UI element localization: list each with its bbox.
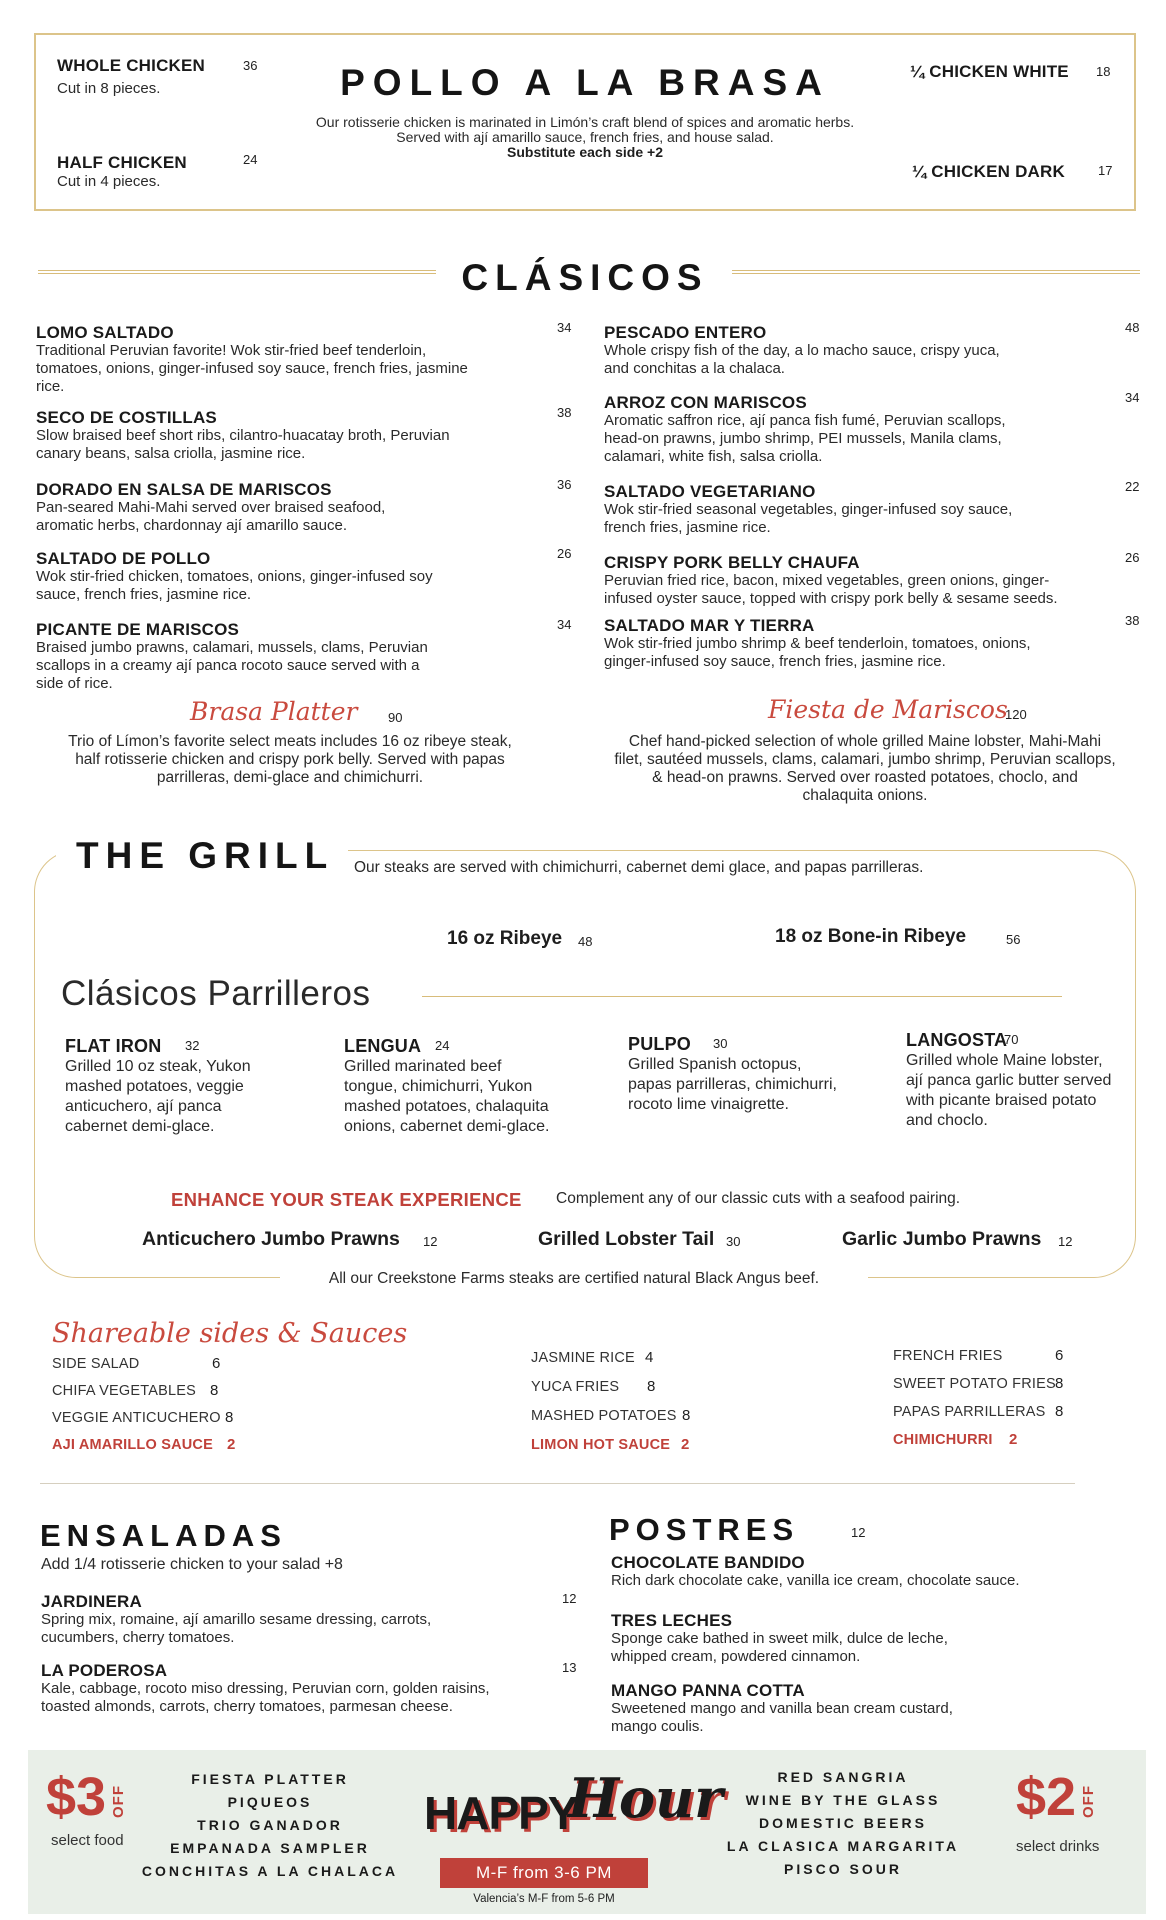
grill-item-desc-line: cabernet demi-glace. [65,1118,215,1135]
grill-item-desc-line: Grilled 10 oz steak, Yukon [65,1058,251,1075]
ribeye-16-price: 48 [578,934,593,949]
side-name: JASMINE RICE [531,1350,635,1366]
happy-drink-item: WINE BY THE GLASS [745,1792,941,1808]
dessert-desc-line: Rich dark chocolate cake, vanilla ice cream, chocolate sauce. [611,1572,1020,1589]
happy-valencia-note: Valencia’s M-F from 5-6 PM [473,1893,615,1905]
drink-discount-label: select drinks [1016,1838,1100,1855]
dish-price: 22 [1125,479,1140,494]
side-name: CHIFA VEGETABLES [52,1383,196,1399]
dish-name: PESCADO ENTERO [604,323,767,342]
sauce-price: 2 [681,1436,690,1453]
grill-item-name: LANGOSTA [906,1030,1008,1050]
side-price: 8 [647,1378,656,1395]
side-price: 8 [225,1409,234,1426]
happy-food-item: PIQUEOS [227,1794,313,1810]
grill-item-desc-line: mashed potatoes, veggie [65,1078,244,1095]
happy-food-item: CONCHITAS A LA CHALACA [141,1863,399,1879]
side-price: 8 [682,1407,691,1424]
salad-price: 13 [562,1660,577,1675]
happy-food-item: TRIO GANADOR [197,1817,343,1833]
dessert-desc-line: mango coulis. [611,1718,704,1735]
dish-desc-line: canary beans, salsa criolla, jasmine rice. [36,445,306,462]
dish-desc-line: and conchitas a la chalaca. [604,360,785,377]
sides-divider [40,1483,1075,1484]
side-name: MASHED POTATOES [531,1408,677,1424]
dish-desc-line: Traditional Peruvian favorite! Wok stir-fried beef tenderloin, [36,342,427,359]
addon-3-price: 12 [1058,1234,1073,1249]
fiesta-mariscos-price: 120 [1005,707,1027,722]
whole-chicken-desc: Cut in 8 pieces. [57,80,161,97]
dessert-name: CHOCOLATE BANDIDO [611,1553,805,1572]
brasa-platter-name: Brasa Platter [190,697,358,726]
fiesta-mariscos-desc [580,733,1150,805]
half-chicken-name: HALF CHICKEN [57,153,187,172]
dessert-desc-line: whipped cream, powdered cinnamon. [611,1648,861,1665]
sides-title: Shareable sides & Sauces [52,1318,408,1349]
happy-drink-item: PISCO SOUR [784,1861,902,1877]
dish-desc-line: tomatoes, onions, ginger-infused soy sauce, french fries, jasmine [36,360,468,377]
addon-1-price: 12 [423,1234,438,1249]
half-chicken-desc: Cut in 4 pieces. [57,173,161,190]
side-price: 8 [1055,1403,1064,1420]
postres-title: POSTRES [609,1512,800,1547]
dish-name: LOMO SALTADO [36,323,174,342]
ensaladas-title: ENSALADAS [40,1518,287,1553]
grill-item-price: 70 [1004,1032,1019,1047]
platter-desc-line: Chef hand-picked selection of whole grilled Maine lobster, Mahi-Mahi [628,733,1102,750]
salad-name: LA PODEROSA [41,1661,168,1680]
dish-name: SECO DE COSTILLAS [36,408,217,427]
pollo-desc-2: Served with ají amarillo sauce, french fries, and house salad. [396,129,774,145]
dessert-name: MANGO PANNA COTTA [611,1681,805,1700]
food-discount-amount: $3 [46,1767,107,1827]
happy-food-item: FIESTA PLATTER [191,1771,349,1787]
sauce-name: AJI AMARILLO SAUCE [52,1437,213,1453]
happy-drink-item: RED SANGRIA [777,1769,909,1785]
grill-item-name: PULPO [628,1034,692,1054]
side-name: YUCA FRIES [531,1379,620,1395]
grill-item-price: 30 [713,1036,728,1051]
pollo-substitute: Substitute each side +2 [507,144,663,160]
quarter-dark-price: 17 [1098,163,1113,178]
dish-desc-line: Pan-seared Mahi-Mahi served over braised seafood, [36,499,386,516]
happy-food-item: EMPANADA SAMPLER [170,1840,370,1856]
grill-item-desc-line: Grilled whole Maine lobster, [906,1052,1103,1069]
dish-desc-line: Wok stir-fried chicken, tomatoes, onions, ginger-infused soy [36,568,433,585]
pollo-title: POLLO A LA BRASA [340,62,830,103]
grill-item-desc-line: papas parrilleras, chimichurri, [628,1076,837,1093]
clasicos-title: CLÁSICOS [461,257,709,298]
happy-drink-item: LA CLASICA MARGARITA [726,1838,960,1854]
side-price: 8 [210,1382,219,1399]
sauce-name: LIMON HOT SAUCE [531,1437,671,1453]
platter-desc-line: Trio of Límon’s favorite select meats includes 16 oz ribeye steak, [68,733,512,750]
sauce-price: 2 [227,1436,236,1453]
dish-desc-line: Peruvian fried rice, bacon, mixed vegetables, green onions, ginger- [604,572,1050,589]
platter-desc-line: & head-on prawns. Served over roasted potatoes, choclo, and [652,769,1078,786]
dish-price: 26 [1125,550,1140,565]
dish-desc-line: side of rice. [36,675,113,692]
dish-desc-line: Braised jumbo prawns, calamari, mussels, clams, Peruvian [36,639,428,656]
dish-desc-line: Aromatic saffron rice, ají panca fish fumé, Peruvian scallops, [604,412,1006,429]
dish-desc-line: head-on prawns, jumbo shrimp, PEI mussels, Manila clams, [604,430,1002,447]
clasicos-rule-left [38,270,436,274]
sauce-price: 2 [1009,1431,1018,1448]
happy-drink-item: DOMESTIC BEERS [758,1815,927,1831]
dish-desc-line: Slow braised beef short ribs, cilantro-huacatay broth, Peruvian [36,427,450,444]
dish-price: 38 [557,405,572,420]
quarter-white-price: 18 [1096,64,1111,79]
side-name: PAPAS PARRILLERAS [893,1404,1046,1420]
dish-desc-line: aromatic herbs, chardonnay ají amarillo sauce. [36,517,347,534]
side-name: SWEET POTATO FRIES [893,1376,1056,1392]
postres-price: 12 [851,1525,866,1540]
dish-name: SALTADO VEGETARIANO [604,482,816,501]
half-chicken-price: 24 [243,152,258,167]
dish-name: PICANTE DE MARISCOS [36,620,240,639]
grill-item-desc-line: Grilled Spanish octopus, [628,1056,802,1073]
dish-name: CRISPY PORK BELLY CHAUFA [604,553,860,572]
platter-desc-line: half rotisserie chicken and crispy pork belly. Served with papas [75,751,505,768]
happy-hours-badge: M-F from 3-6 PM [440,1858,648,1888]
pollo-desc-1: Our rotisserie chicken is marinated in Limón’s craft blend of spices and aromatic herbs. [315,114,855,130]
brasa-platter-price: 90 [388,710,403,725]
dish-price: 36 [557,477,572,492]
salad-desc-line: Kale, cabbage, rocoto miso dressing, Peruvian corn, golden raisins, [41,1680,490,1697]
enhance-title: ENHANCE YOUR STEAK EXPERIENCE [171,1189,522,1210]
grill-item-desc-line: anticuchero, ají panca [65,1098,222,1115]
enhance-desc: Complement any of our classic cuts with a seafood pairing. [556,1190,961,1207]
dish-name: DORADO EN SALSA DE MARISCOS [36,480,332,499]
dish-price: 34 [1125,390,1140,405]
grill-title: THE GRILL [76,835,335,876]
grill-item-desc-line: ají panca garlic butter served [906,1072,1112,1089]
grill-intro: Our steaks are served with chimichurri, cabernet demi glace, and papas parrilleras. [354,859,924,876]
dish-desc-line: Wok stir-fried seasonal vegetables, ginger-infused soy sauce, [604,501,1013,518]
addon-2-name: Grilled Lobster Tail [538,1228,715,1250]
grill-item-price: 32 [185,1038,200,1053]
side-name: VEGGIE ANTICUCHERO [52,1410,221,1426]
drink-discount-off: OFF [1080,1785,1097,1818]
clasicos-rule-right [732,270,1140,274]
dish-desc-line: scallops in a creamy ají panca rocoto sauce served with a [36,657,420,674]
dish-price: 38 [1125,613,1140,628]
side-name: SIDE SALAD [52,1356,140,1372]
salad-price: 12 [562,1591,577,1606]
dish-desc-line: french fries, jasmine rice. [604,519,771,536]
bone-in-ribeye-name: 18 oz Bone-in Ribeye [775,926,967,947]
dish-name: ARROZ CON MARISCOS [604,393,807,412]
dish-desc-line: rice. [36,378,65,395]
drink-discount-amount: $2 [1016,1767,1077,1827]
side-name: FRENCH FRIES [893,1348,1003,1364]
addon-1-name: Anticuchero Jumbo Prawns [142,1228,400,1250]
food-discount-off: OFF [110,1785,127,1818]
grill-subtitle-rule [422,996,1062,997]
quarter-white-name: ¼ CHICKEN WHITE [910,62,1069,81]
dish-desc-line: ginger-infused soy sauce, french fries, jasmine rice. [604,653,946,670]
grill-item-name: FLAT IRON [65,1036,162,1056]
side-price: 6 [212,1355,221,1372]
dish-price: 48 [1125,320,1140,335]
grill-item-desc-line: rocoto lime vinaigrette. [628,1096,789,1113]
platter-desc-line: filet, sautéed mussels, clams, calamari, jumbo shrimp, Peruvian scallops, [614,751,1116,768]
dish-desc-line: calamari, white fish, salsa criolla. [604,448,823,465]
grill-item-desc-line: mashed potatoes, chalaquita [344,1098,549,1115]
sauce-name: CHIMICHURRI [893,1432,993,1448]
whole-chicken-name: WHOLE CHICKEN [57,56,206,75]
salad-name: JARDINERA [41,1592,142,1611]
grill-footer: All our Creekstone Farms steaks are certified natural Black Angus beef. [328,1270,820,1287]
fiesta-mariscos-name: Fiesta de Mariscos [768,695,1008,724]
grill-item-name: LENGUA [344,1036,422,1056]
dish-desc-line: Wok stir-fried jumbo shrimp & beef tenderloin, tomatoes, onions, [604,635,1031,652]
grill-item-desc-line: Grilled marinated beef [344,1058,502,1075]
salad-desc-line: cucumbers, cherry tomatoes. [41,1629,235,1646]
dish-desc-line: sauce, french fries, jasmine rice. [36,586,252,603]
happy-hour-logo-hour: Hour [568,1766,723,1830]
dish-name: SALTADO MAR Y TIERRA [604,616,815,635]
addon-3-name: Garlic Jumbo Prawns [842,1228,1042,1250]
dish-price: 34 [557,617,572,632]
bone-in-ribeye-price: 56 [1006,932,1021,947]
grill-item-desc-line: and choclo. [906,1112,988,1129]
platter-desc-line: chalaquita onions. [802,787,928,804]
side-price: 6 [1055,1347,1064,1364]
happy-food-list [135,1768,405,1883]
side-price: 4 [645,1349,654,1366]
dessert-desc-line: Sponge cake bathed in sweet milk, dulce de leche, [611,1630,948,1647]
grill-item-desc-line: tongue, chimichurri, Yukon [344,1078,533,1095]
dish-price: 26 [557,546,572,561]
salad-desc-line: toasted almonds, carrots, cherry tomatoes, parmesan cheese. [41,1698,453,1715]
ribeye-16-name: 16 oz Ribeye [447,928,563,949]
addon-2-price: 30 [726,1234,741,1249]
platter-desc-line: parrilleras, demi-glace and chimichurri. [156,769,424,786]
ensaladas-note: Add 1/4 rotisserie chicken to your salad +8 [41,1556,343,1573]
grill-subtitle: Clásicos Parrilleros [61,974,371,1013]
quarter-dark-name: ¼ CHICKEN DARK [912,162,1065,181]
brasa-platter-desc [30,733,550,787]
dessert-desc-line: Sweetened mango and vanilla bean cream custard, [611,1700,953,1717]
dish-name: SALTADO DE POLLO [36,549,211,568]
dish-price: 34 [557,320,572,335]
happy-hour-logo-happy: HAPPY [424,1787,578,1839]
dish-desc-line: infused oyster sauce, topped with crispy pork belly & sesame seeds. [604,590,1058,607]
dish-desc-line: Whole crispy fish of the day, a lo macho sauce, crispy yuca, [604,342,1000,359]
whole-chicken-price: 36 [243,58,258,73]
dessert-name: TRES LECHES [611,1611,733,1630]
grill-item-desc-line: with picante braised potato [906,1092,1097,1109]
side-price: 8 [1055,1375,1064,1392]
happy-drink-list [708,1766,978,1881]
food-discount-label: select food [51,1832,124,1849]
grill-item-desc-line: onions, cabernet demi-glace. [344,1118,550,1135]
grill-item-price: 24 [435,1038,450,1053]
salad-desc-line: Spring mix, romaine, ají amarillo sesame dressing, carrots, [41,1611,432,1628]
